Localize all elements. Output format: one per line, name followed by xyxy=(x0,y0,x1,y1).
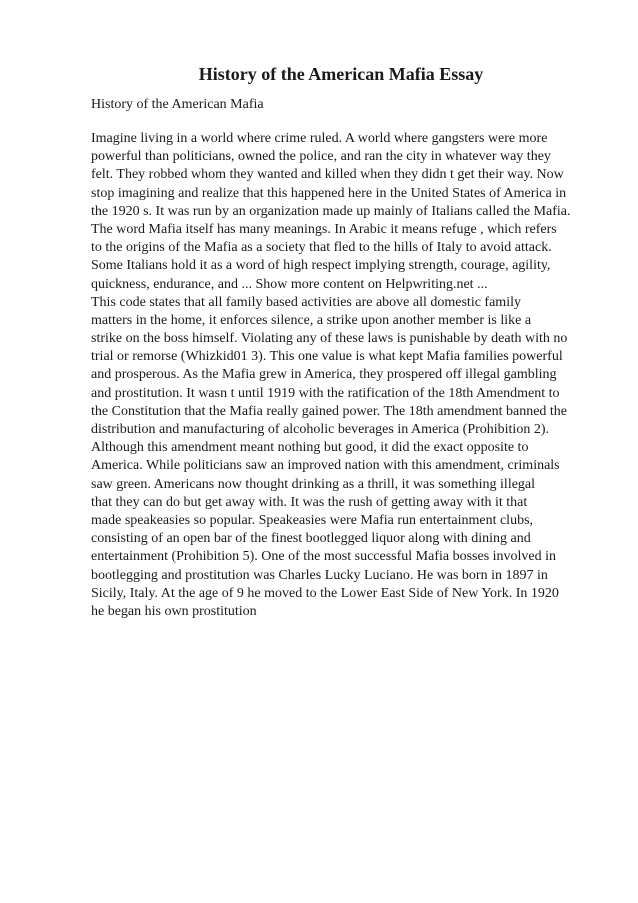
body-text-line: trial or remorse (Whizkid01 3). This one value is what kept Mafia families powerful xyxy=(91,349,563,365)
body-text-line: that they can do but get away with. It was the rush of getting away with it that xyxy=(91,494,528,510)
body-text-line: This code states that all family based activities are above all domestic family xyxy=(91,294,521,310)
body-text-line: consisting of an open bar of the finest bootlegged liquor along with dining and xyxy=(91,531,531,547)
body-text-line: powerful than politicians, owned the police, and ran the city in whatever way they xyxy=(91,149,551,165)
document-title: History of the American Mafia Essay xyxy=(198,64,484,84)
body-text-line: The word Mafia itself has many meanings. In Arabic it means refuge , which refers xyxy=(91,221,557,237)
body-text-line: America. While politicians saw an improved nation with this amendment, criminals xyxy=(91,458,560,474)
body-text-line: Sicily, Italy. At the age of 9 he moved to the Lower East Side of New York. In 1920 xyxy=(91,585,559,601)
body-text-line: and prostitution. It wasn t until 1919 with the ratification of the 18th Amendment to xyxy=(91,385,560,401)
body-text-line: entertainment (Prohibition 5). One of the most successful Mafia bosses involved in xyxy=(91,549,557,565)
body-text-line: made speakeasies so popular. Speakeasies were Mafia run entertainment clubs, xyxy=(91,512,534,528)
body-text-line: distribution and manufacturing of alcoholic beverages in America (Prohibition 2). xyxy=(91,422,549,437)
body-text-line: felt. They robbed whom they wanted and killed when they didn t get their way. Now xyxy=(91,167,564,183)
body-text-line: Some Italians hold it as a word of high respect implying strength, courage, agility, xyxy=(91,258,551,274)
body-text-line: and prosperous. As the Mafia grew in America, they prospered off illegal gambling xyxy=(91,367,557,383)
document-subtitle: History of the American Mafia xyxy=(91,97,264,112)
body-text-line: he began his own prostitution xyxy=(91,603,257,619)
body-text-line: stop imagining and realize that this happened here in the United States of America in xyxy=(91,185,567,201)
body-text-line: bootlegging and prostitution was Charles Lucky Luciano. He was born in 1897 in xyxy=(91,567,548,583)
body-text-line: saw green. Americans now thought drinking as a thrill, it was something illegal xyxy=(91,476,536,492)
body-text-line: the 1920 s. It was run by an organization made up mainly of Italians called the Mafia. xyxy=(91,203,571,219)
body-text-line: to the origins of the Mafia as a society that fled to the hills of Italy to avoid attack. xyxy=(91,240,552,256)
essay-body xyxy=(91,130,601,621)
body-text-line: Although this amendment meant nothing but good, it did the exact opposite to xyxy=(91,440,529,456)
body-text-line: quickness, endurance, and ... Show more content on Helpwriting.net ... xyxy=(91,276,488,292)
body-text-line: matters in the home, it enforces silence, a strike upon another member is like a xyxy=(91,312,532,328)
body-text-line: the Constitution that the Mafia really gained power. The 18th amendment banned the xyxy=(91,403,568,419)
body-text-line: strike on the boss himself. Violating any of these laws is punishable by death with no xyxy=(91,331,568,347)
body-text-line: Imagine living in a world where crime ruled. A world where gangsters were more xyxy=(91,131,548,146)
